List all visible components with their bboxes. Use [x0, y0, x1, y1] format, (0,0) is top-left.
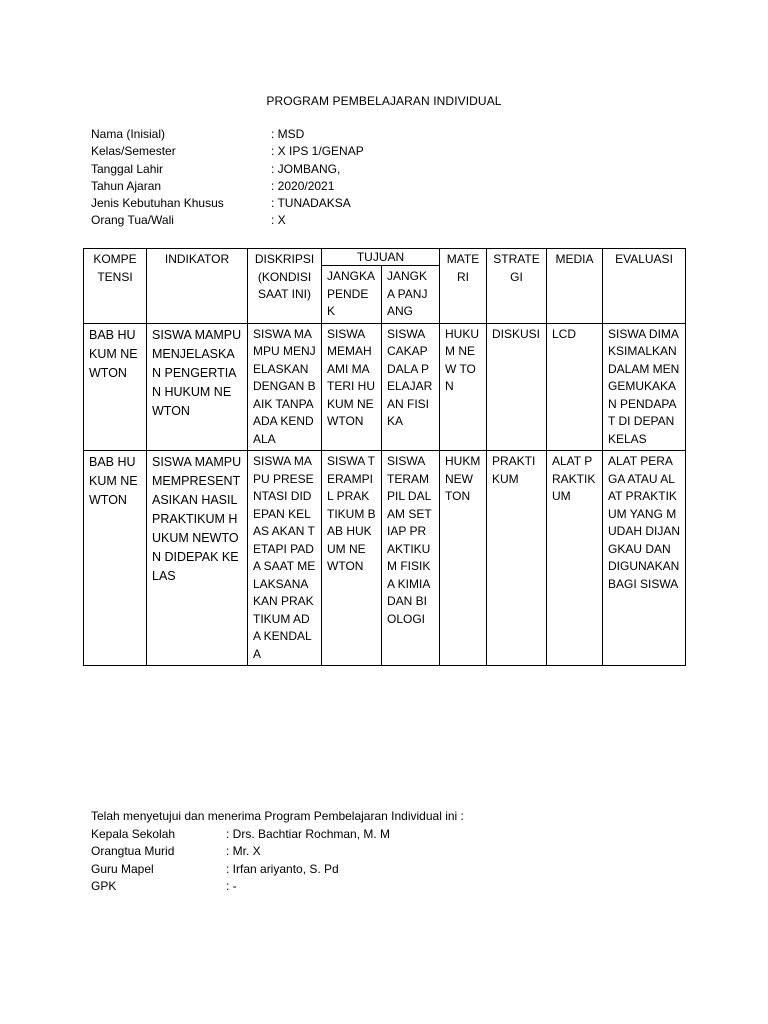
- cell-materi: HUKM NEW TON: [440, 451, 487, 666]
- identity-value: : 2020/2021: [271, 178, 335, 193]
- cell-diskripsi: SISWA MAPU PRESENTASI DIDEPAN KELAS AKAN TETAPI PADA SAAT MELAKSANAKAN PRAKTIKUM ADA KENDALA: [248, 451, 322, 666]
- header-jangka-pendek: JANGKA PENDEK: [322, 266, 382, 324]
- header-indikator: INDIKATOR: [147, 249, 248, 324]
- cell-jangka-panjang: SISWA CAKAP DALA PELAJARAN FISIKA: [382, 323, 440, 451]
- identity-label: Jenis Kebutuhan Khusus: [91, 196, 224, 211]
- signer-row: [91, 878, 464, 896]
- identity-row-guardian: [91, 212, 364, 229]
- cell-jangka-pendek: SISWA MEMAHAMI MATERI HUKUM NEWTON: [322, 323, 382, 451]
- header-tujuan: TUJUAN: [322, 249, 440, 266]
- signer-label: Kepala Sekolah: [91, 826, 176, 841]
- signer-value: : Drs. Bachtiar Rochman, M. M: [226, 826, 391, 841]
- signer-value: : -: [226, 879, 237, 893]
- signer-value: : Irfan ariyanto, S. Pd: [226, 861, 339, 876]
- identity-row-name: [91, 126, 364, 143]
- signer-label: GPK: [91, 879, 117, 893]
- identity-value: : X: [271, 213, 286, 228]
- header-media: MEDIA: [547, 249, 603, 324]
- cell-materi: HUKUM NEW TON: [440, 323, 487, 451]
- identity-row-birth: [91, 161, 364, 178]
- identity-value: : JOMBANG,: [271, 161, 341, 176]
- cell-jangka-pendek: SISWA TERAMPIL PRAKTIKUM BAB HUKUM NEWTON: [322, 451, 382, 666]
- identity-label: Orang Tua/Wali: [91, 213, 174, 228]
- header-strategi: STRATE GI: [487, 249, 547, 324]
- identity-label: Nama (Inisial): [91, 127, 166, 141]
- cell-evaluasi: ALAT PERAGA ATAU ALAT PRAKTIKUM YANG MUDAH DIJANGKAU DAN DIGUNAKAN BAGI SISWA: [603, 451, 686, 666]
- cell-strategi: DISKUSI: [487, 323, 547, 451]
- signer-row: [91, 843, 464, 861]
- identity-label: Kelas/Semester: [91, 144, 176, 159]
- cell-diskripsi: SISWA MAMPU MENJELASKAN DENGAN BAIK TANPA ADA KENDALA: [248, 323, 322, 451]
- signer-row: [91, 861, 464, 879]
- approval-section: [91, 808, 464, 896]
- identity-value: : MSD: [271, 127, 305, 141]
- identity-value: : TUNADAKSA: [271, 196, 351, 211]
- header-kompetensi: KOMPE TENSI: [84, 249, 147, 324]
- approval-intro: Telah menyetujui dan menerima Program Pembelajaran Individual ini :: [91, 809, 464, 823]
- signer-row: [91, 826, 464, 844]
- cell-media: ALAT PRAKTIKUM: [547, 451, 603, 666]
- cell-kompetensi: BAB HUKUM NEWTON: [84, 451, 147, 666]
- student-identity: [91, 126, 364, 230]
- header-jangka-panjang: JANGKA PANJANG: [382, 266, 440, 324]
- learning-program-table: [83, 248, 686, 666]
- identity-row-year: [91, 178, 364, 195]
- identity-row-needs: [91, 195, 364, 212]
- cell-kompetensi: BAB HUKUM NEWTON: [84, 323, 147, 451]
- identity-label: Tahun Ajaran: [91, 178, 162, 193]
- page-title: PROGRAM PEMBELAJARAN INDIVIDUAL: [266, 94, 502, 108]
- header-materi: MATE RI: [440, 249, 487, 324]
- cell-strategi: PRAKTIKUM: [487, 451, 547, 666]
- cell-indikator: SISWA MAMPU MENJELASKAN PENGERTIAN HUKUM NEWTON: [147, 323, 248, 451]
- cell-media: LCD: [547, 323, 603, 451]
- cell-indikator: SISWA MAMPU MEMPRESENTASIKAN HASIL PRAKTIKUM HUKUM NEWTON DIDEPAK KELAS: [147, 451, 248, 666]
- table-row: [84, 323, 686, 451]
- identity-value: : X IPS 1/GENAP: [271, 144, 364, 159]
- signer-label: Guru Mapel: [91, 861, 154, 876]
- header-diskripsi: DISKRIPSI (KONDISI SAAT INI): [248, 249, 322, 324]
- identity-label: Tanggal Lahir: [91, 161, 164, 176]
- cell-evaluasi: SISWA DIMAKSIMALKAN DALAM MENGEMUKAKAN PENDAPAT DI DEPAN KELAS: [603, 323, 686, 451]
- signer-label: Orangtua Murid: [91, 844, 175, 858]
- cell-jangka-panjang: SISWA TERAMPIL DALAM SETIAP PRAKTIKUM FISIKA KIMIA DAN BIOLOGI: [382, 451, 440, 666]
- identity-row-class: [91, 143, 364, 160]
- signer-value: : Mr. X: [226, 844, 261, 858]
- table-row: [84, 451, 686, 666]
- header-evaluasi: EVALUASI: [603, 249, 686, 324]
